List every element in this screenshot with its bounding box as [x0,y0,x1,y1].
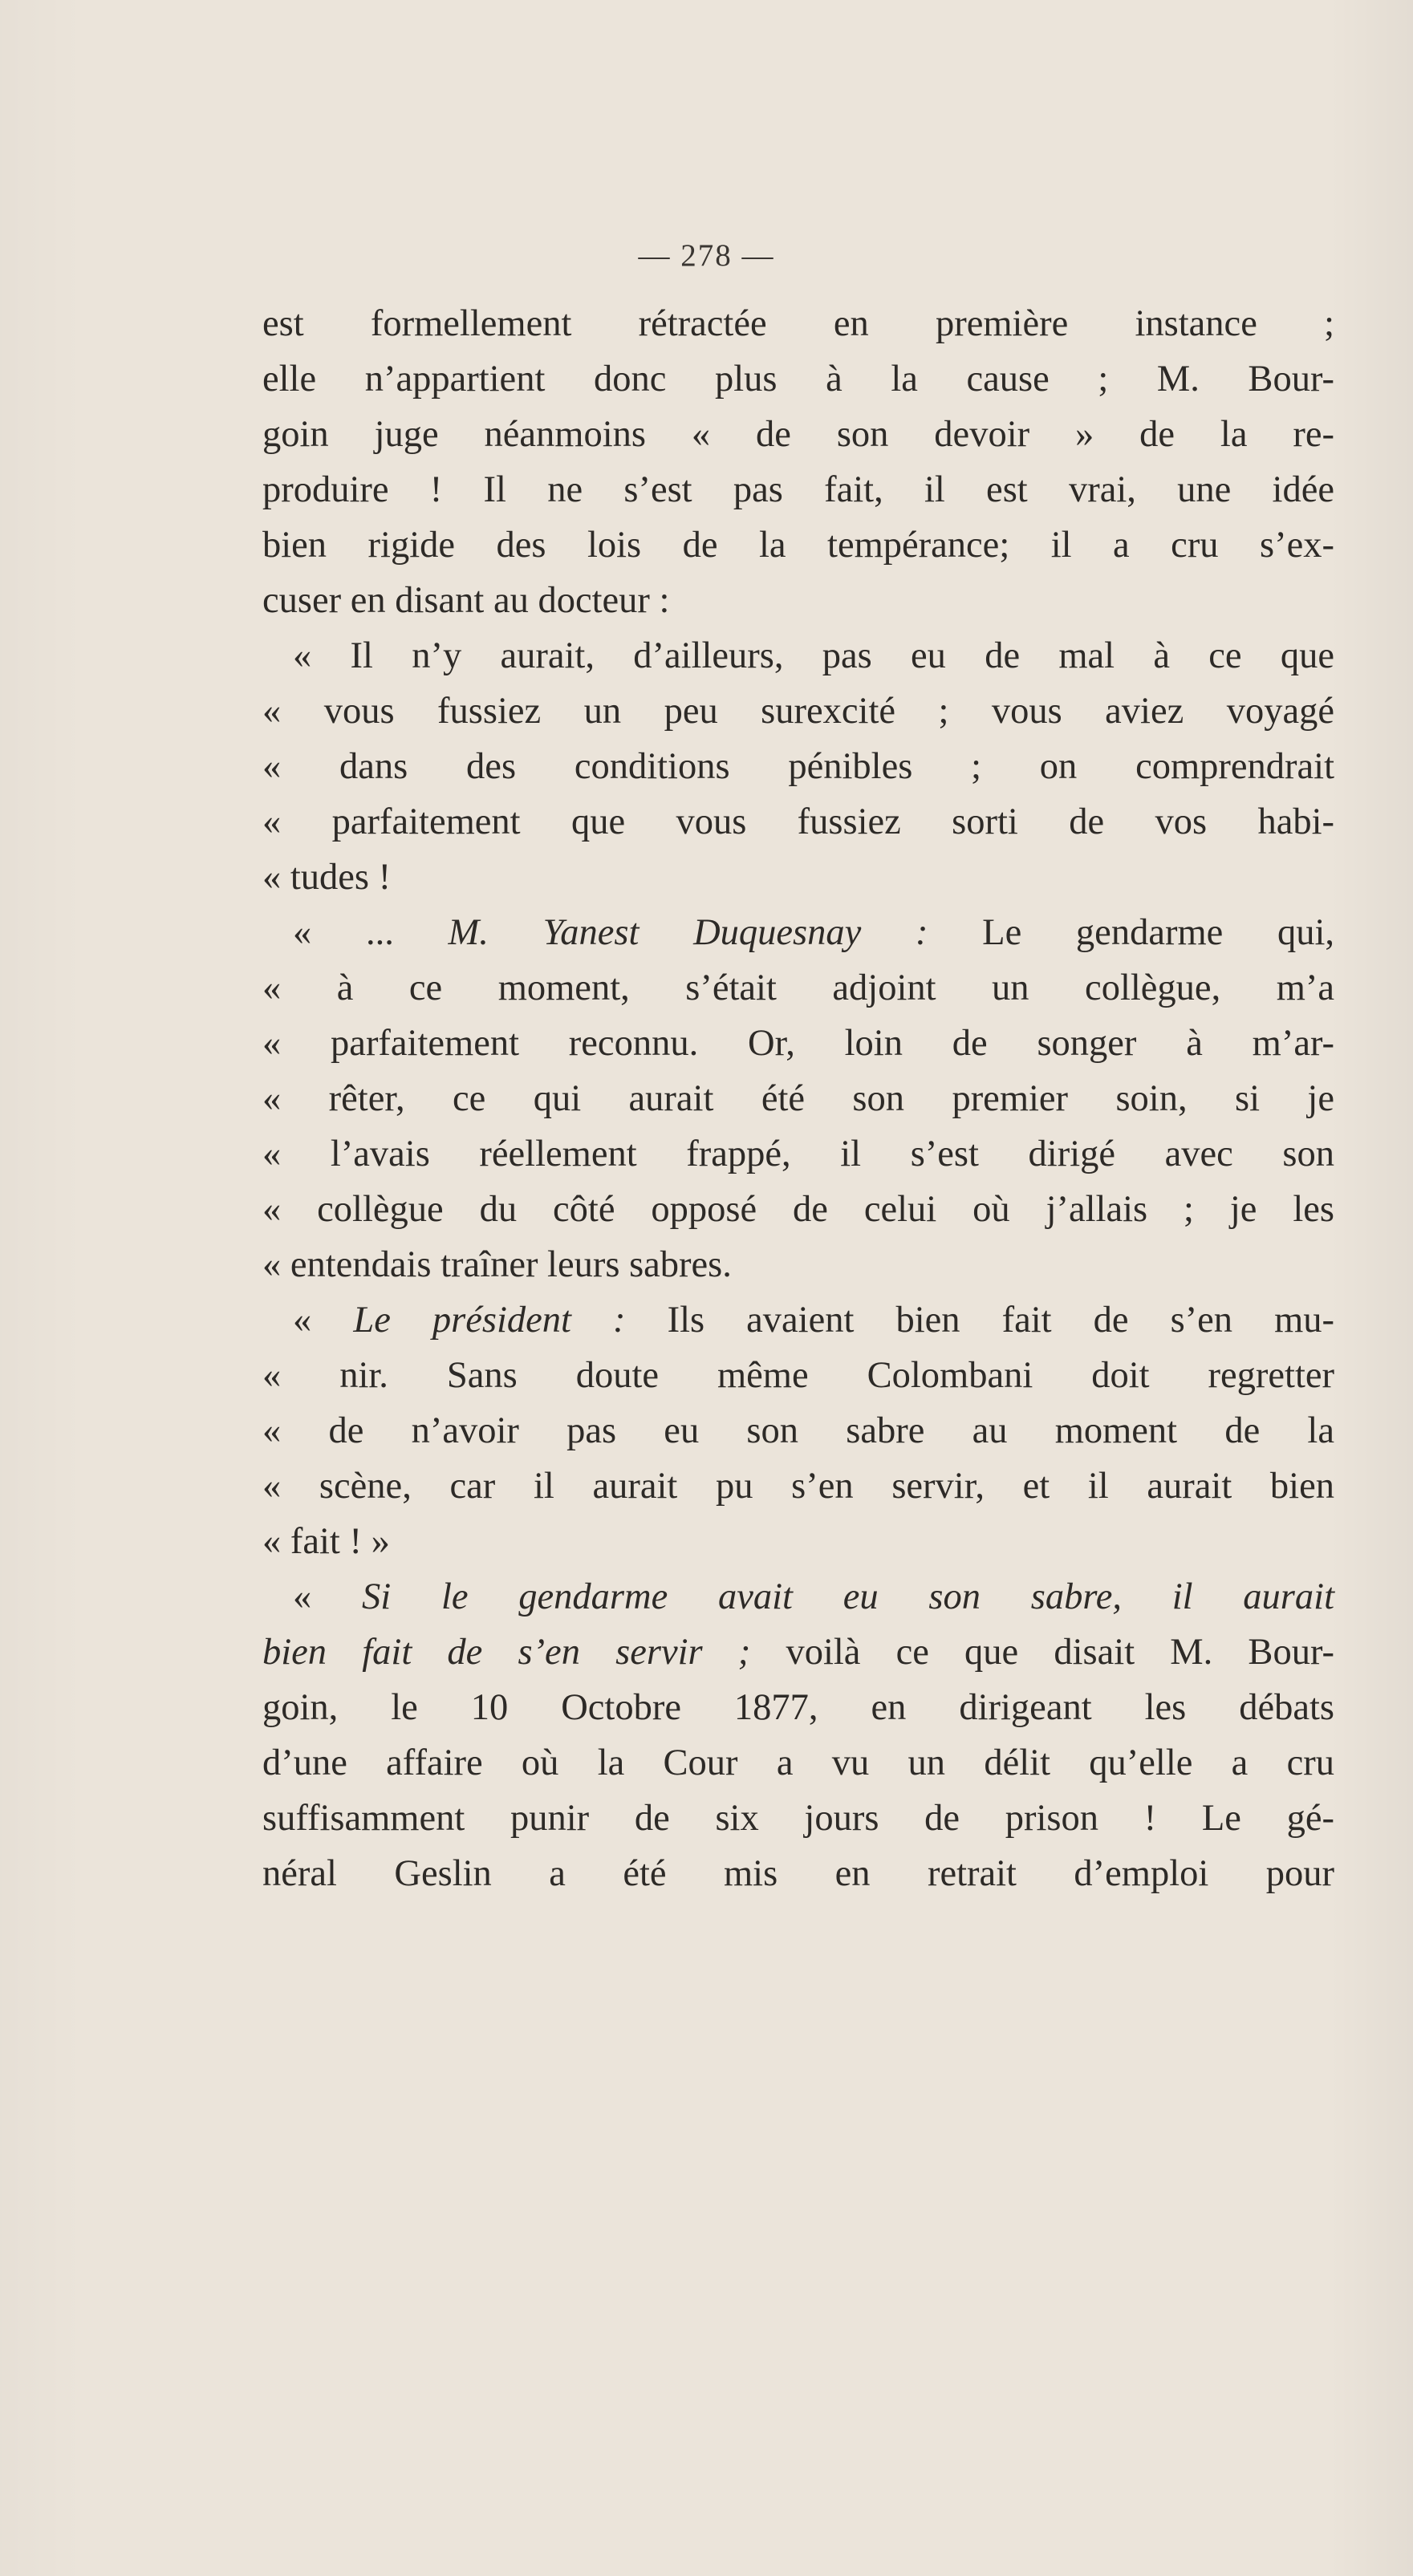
text-segment: « [293,1576,363,1617]
text-line [262,1458,1334,1514]
text-segment: « collègue du côté opposé de celui où j’allais ; je les [262,1189,1334,1230]
text-segment: goin, le 10 Octobre 1877, en dirigeant les débats [262,1687,1334,1728]
text-line [262,794,1334,850]
text-line [262,1569,1334,1625]
text-line [262,1237,1334,1292]
text-line [262,462,1334,517]
text-line [262,1514,1334,1569]
text-segment: « rêter, ce qui aurait été son premier soin, si je [262,1078,1334,1119]
text-line [262,960,1334,1016]
text-line [262,517,1334,573]
text-line [262,573,1334,628]
text-segment: « parfaitement que vous fussiez sorti de vos habi- [262,801,1334,842]
text-segment: « nir. Sans doute même Colombani doit regretter [262,1355,1334,1396]
italic-text-segment: M. Yanest Duquesnay : [448,912,928,953]
text-line [262,407,1334,462]
text-segment: suffisamment punir de six jours de prison ! Le gé- [262,1798,1334,1839]
text-segment: elle n’appartient donc plus à la cause ; M. Bour- [262,359,1334,400]
text-line [262,1292,1334,1348]
text-segment: produire ! Il ne s’est pas fait, il est vrai, une idée [262,469,1334,510]
text-segment: « ... [293,912,449,953]
text-line [262,850,1334,905]
text-segment: néral Geslin a été mis en retrait d’emploi pour [262,1853,1334,1894]
text-segment: est formellement rétractée en première instance ; [262,303,1334,344]
text-segment: bien rigide des lois de la tempérance; il a cru s’ex- [262,525,1334,566]
text-segment: « fait ! » [262,1521,390,1562]
text-segment: Le gendarme qui, [928,912,1334,953]
text-segment: « entendais traîner leurs sabres. [262,1244,732,1285]
italic-text-segment: bien fait de s’en servir ; [262,1632,751,1673]
text-segment: Ils avaient bien fait de s’en mu- [625,1300,1335,1341]
text-line [262,628,1334,684]
text-line [262,1182,1334,1237]
text-line [262,1625,1334,1680]
text-segment: « de n’avoir pas eu son sabre au moment de la [262,1410,1334,1451]
text-segment: « vous fussiez un peu surexcité ; vous aviez voyagé [262,691,1334,732]
text-segment: d’une affaire où la Cour a vu un délit qu’elle a cru [262,1742,1334,1783]
text-line [262,1016,1334,1071]
text-line [262,1680,1334,1735]
text-segment: « scène, car il aurait pu s’en servir, et il aurait bien [262,1466,1334,1507]
text-segment: goin juge néanmoins « de son devoir » de la re- [262,414,1334,455]
text-segment: cuser en disant au docteur : [262,580,670,621]
text-line [262,1071,1334,1126]
text-line [262,1735,1334,1791]
text-segment: « tudes ! [262,857,392,898]
text-segment: « parfaitement reconnu. Or, loin de songer à m’ar- [262,1023,1334,1064]
text-line [262,1126,1334,1182]
text-line [262,351,1334,407]
text-segment: « à ce moment, s’était adjoint un collègue, m’a [262,968,1334,1008]
text-line [262,1403,1334,1458]
text-segment: « Il n’y aurait, d’ailleurs, pas eu de mal à ce que [293,635,1334,676]
italic-text-segment: Le président : [353,1300,626,1341]
text-segment: voilà ce que disait M. Bour- [750,1632,1334,1673]
text-segment: « [293,1300,354,1341]
text-line [262,905,1334,960]
text-line [262,296,1334,351]
text-line [262,684,1334,739]
text-segment: « l’avais réellement frappé, il s’est dirigé avec son [262,1134,1334,1174]
body-text [262,296,1334,1901]
text-line [262,1846,1334,1901]
page-number: — 278 — [638,238,775,273]
text-line [262,1348,1334,1403]
text-line [262,1791,1334,1846]
text-segment: « dans des conditions pénibles ; on comprendrait [262,746,1334,787]
text-line [262,739,1334,794]
italic-text-segment: Si le gendarme avait eu son sabre, il aurait [362,1576,1334,1617]
